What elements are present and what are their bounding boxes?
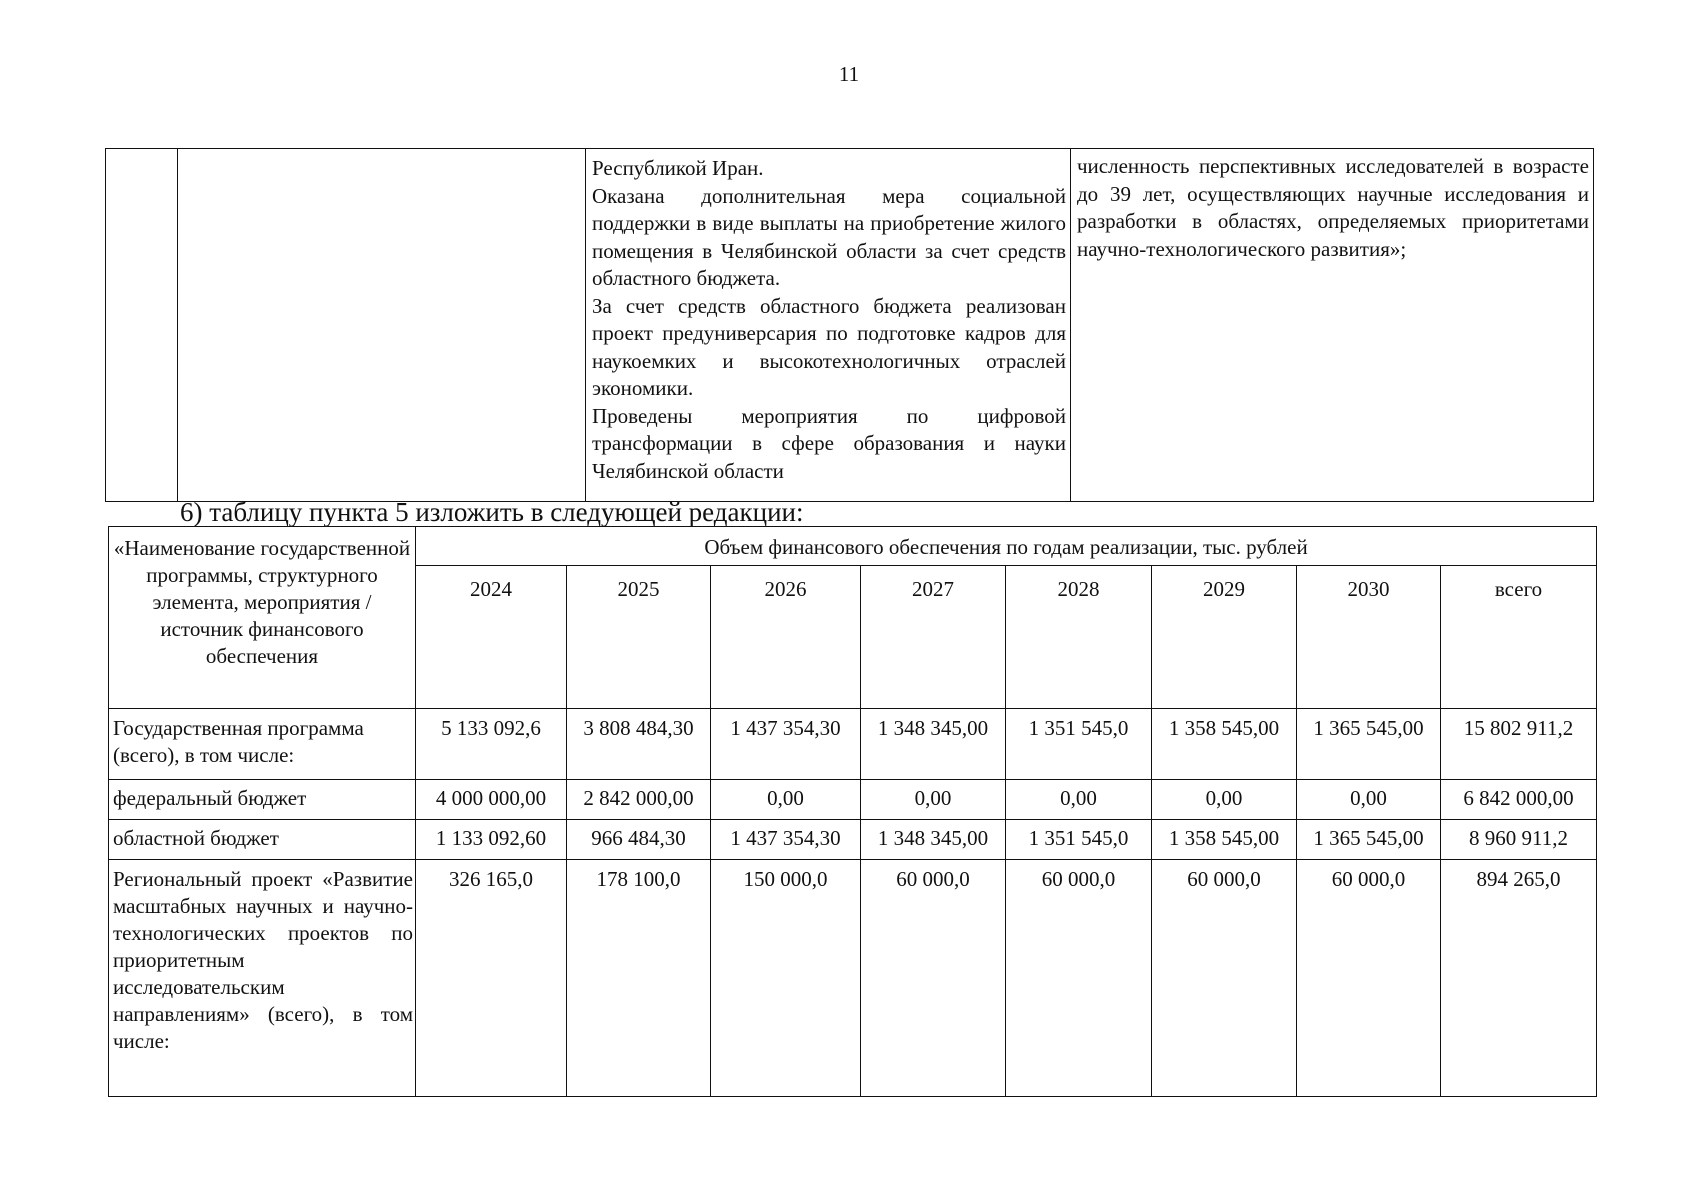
year-header: 2030	[1297, 566, 1441, 709]
value-cell: 0,00	[861, 780, 1006, 820]
value-cell: 1 351 545,0	[1006, 709, 1152, 780]
number-cell	[106, 149, 178, 502]
value-cell: 0,00	[711, 780, 861, 820]
total-header: всего	[1441, 566, 1597, 709]
year-header: 2027	[861, 566, 1006, 709]
value-cell: 326 165,0	[416, 860, 567, 1097]
value-cell: 0,00	[1152, 780, 1297, 820]
name-cell	[178, 149, 586, 502]
indicator-cell	[1071, 149, 1594, 502]
results-paragraph: Республикой Иран.	[592, 156, 764, 180]
value-cell: 60 000,0	[1297, 860, 1441, 1097]
table-row	[109, 780, 1597, 820]
results-cell	[586, 149, 1071, 502]
year-header: 2028	[1006, 566, 1152, 709]
value-cell: 60 000,0	[1006, 860, 1152, 1097]
value-cell: 0,00	[1297, 780, 1441, 820]
indicator-text: численность перспективных исследователей в возрасте до 39 лет, осуществляющих научные исследования и разработки в областях, определяемых приоритетами научно-технологического развития»;	[1077, 154, 1589, 261]
page-number: 11	[838, 62, 860, 86]
row-name: федеральный бюджет	[109, 780, 416, 820]
table-row	[109, 820, 1597, 860]
continuation-row	[106, 149, 1594, 502]
finance-table	[108, 526, 1597, 1097]
value-cell: 4 000 000,00	[416, 780, 567, 820]
value-cell: 0,00	[1006, 780, 1152, 820]
header-row	[109, 527, 1597, 566]
total-cell: 15 802 911,2	[1441, 709, 1597, 780]
value-cell: 1 348 345,00	[861, 820, 1006, 860]
year-header: 2025	[567, 566, 711, 709]
row-name: Региональный проект «Развитие масштабных научных и научно-технологических проектов по приоритетным исследовательским направлениям» (всего), в том числе:	[109, 860, 416, 1097]
total-cell: 6 842 000,00	[1441, 780, 1597, 820]
volume-header: Объем финансового обеспечения по годам реализации, тыс. рублей	[416, 527, 1597, 566]
total-cell: 8 960 911,2	[1441, 820, 1597, 860]
value-cell: 3 808 484,30	[567, 709, 711, 780]
results-paragraph: За счет средств областного бюджета реализован проект предуниверсария по подготовке кадров для наукоемких и высокотехнологичных отраслей экономики.	[592, 293, 1066, 400]
value-cell: 1 351 545,0	[1006, 820, 1152, 860]
value-cell: 1 365 545,00	[1297, 820, 1441, 860]
value-cell: 1 437 354,30	[711, 709, 861, 780]
value-cell: 60 000,0	[861, 860, 1006, 1097]
value-cell: 1 358 545,00	[1152, 820, 1297, 860]
value-cell: 1 365 545,00	[1297, 709, 1441, 780]
value-cell: 966 484,30	[567, 820, 711, 860]
year-header: 2024	[416, 566, 567, 709]
value-cell: 150 000,0	[711, 860, 861, 1097]
value-cell: 1 437 354,30	[711, 820, 861, 860]
table-row	[109, 860, 1597, 1097]
value-cell: 1 348 345,00	[861, 709, 1006, 780]
year-header: 2026	[711, 566, 861, 709]
results-paragraph: Оказана дополнительная мера социальной поддержки в виде выплаты на приобретение жилого помещения в Челябинской области за счет средств областного бюджета.	[592, 183, 1066, 290]
section-caption: 6) таблицу пункта 5 изложить в следующей редакции:	[180, 497, 804, 527]
value-cell: 5 133 092,6	[416, 709, 567, 780]
continuation-table	[105, 148, 1594, 502]
value-cell: 2 842 000,00	[567, 780, 711, 820]
year-header: 2029	[1152, 566, 1297, 709]
value-cell: 60 000,0	[1152, 860, 1297, 1097]
value-cell: 1 358 545,00	[1152, 709, 1297, 780]
name-column-header: «Наименование государственной программы, структурного элемента, мероприятия / источник финансового обеспечения	[109, 527, 416, 709]
results-paragraph: Проведены мероприятия по цифровой трансформации в сфере образования и науки Челябинской области	[592, 403, 1066, 483]
total-cell: 894 265,0	[1441, 860, 1597, 1097]
value-cell: 178 100,0	[567, 860, 711, 1097]
table-row	[109, 709, 1597, 780]
row-name: областной бюджет	[109, 820, 416, 860]
value-cell: 1 133 092,60	[416, 820, 567, 860]
row-name: Государственная программа (всего), в том числе:	[109, 709, 416, 780]
